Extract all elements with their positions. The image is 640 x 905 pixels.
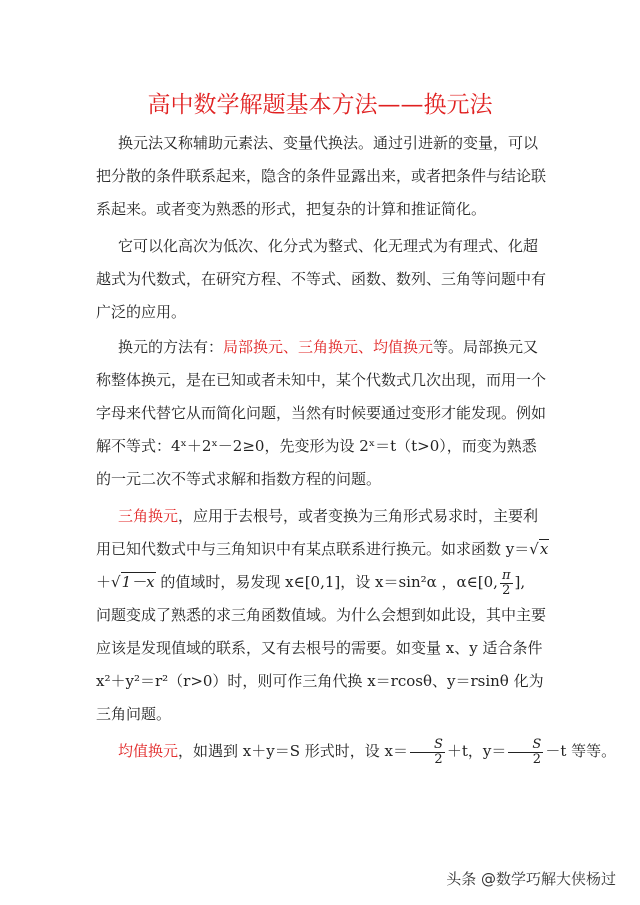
text-fragment: ，应用于去根号，或者变换为三角形式易求时，主要利 <box>178 507 539 525</box>
text-fragment: 的值域时，易发现 x∈[0,1]，设 x＝sin²α ，α∈[0, <box>155 573 498 591</box>
text-line: 广泛的应用。 <box>96 303 187 321</box>
sqrt-expression: √1－x <box>111 573 155 591</box>
highlight-methods: 局部换元、三角换元、均值换元 <box>223 338 434 356</box>
numerator: S <box>508 738 543 753</box>
paragraph-trig-substitution <box>96 500 552 731</box>
text-fragment: ，如遇到 x＋y＝S 形式时，设 x＝ <box>178 742 408 760</box>
sqrt-expression: √x <box>529 540 549 558</box>
text-line <box>96 566 552 599</box>
text-fragment: －t 等等。 <box>545 742 617 760</box>
text-fragment: 换元的方法有： <box>118 338 224 356</box>
paragraph-intro <box>96 127 552 226</box>
denominator: 2 <box>434 751 443 767</box>
text-line: 三角问题。 <box>96 705 172 723</box>
text-line: 越式为代数式，在研究方程、不等式、函数、数列、三角等问题中有 <box>96 270 547 288</box>
paragraph-mean-substitution <box>96 735 617 768</box>
text-line <box>96 331 552 364</box>
paragraph-methods <box>96 331 552 496</box>
fraction <box>410 738 445 767</box>
paragraph-applications <box>96 230 552 329</box>
text-line <box>96 500 552 533</box>
text-line: 它可以化高次为低次、化分式为整式、化无理式为有理式、化超 <box>118 237 539 255</box>
text-fragment: 等。局部换元又 <box>433 338 539 356</box>
text-fragment: ＋t，y＝ <box>446 742 507 760</box>
text-line: 的一元二次不等式求解和指数方程的问题。 <box>96 470 382 488</box>
radicand: 1－x <box>121 573 155 591</box>
text-line: x²＋y²＝r²（r>0）时，则可作三角代换 x＝rcosθ、y＝rsinθ 化为 <box>96 672 544 690</box>
page-title: 高中数学解题基本方法——换元法 <box>147 92 493 118</box>
author-watermark: 头条 @数学巧解大侠杨过 <box>446 870 616 888</box>
text-line: 系起来。或者变为熟悉的形式，把复杂的计算和推证简化。 <box>96 200 487 218</box>
text-line <box>96 533 552 566</box>
text-line: 解不等式：4ˣ＋2ˣ－2≥0，先变形为设 2ˣ＝t（t>0），而变为熟悉 <box>96 437 537 455</box>
text-fragment: ＋ <box>96 573 112 591</box>
text-line: 字母来代替它从而简化问题，当然有时候要通过变形才能发现。例如 <box>96 404 547 422</box>
text-line: 把分散的条件联系起来，隐含的条件显露出来，或者把条件与结论联 <box>96 167 547 185</box>
text-fragment: 用已知代数式中与三角知识中有某点联系进行换元。如求函数 y＝ <box>96 540 530 558</box>
denominator: 2 <box>502 582 511 598</box>
fraction <box>500 569 513 598</box>
numerator: π <box>501 567 511 583</box>
numerator: S <box>410 738 445 753</box>
highlight-trig: 三角换元 <box>118 507 179 525</box>
radicand: x <box>539 540 549 558</box>
text-fragment: ], <box>514 573 526 591</box>
fraction <box>508 738 543 767</box>
denominator: 2 <box>532 751 542 767</box>
text-line: 换元法又称辅助元素法、变量代换法。通过引进新的变量，可以 <box>118 134 539 152</box>
text-line: 应该是发现值域的联系，又有去根号的需要。如变量 x、y 适合条件 <box>96 639 543 657</box>
highlight-mean: 均值换元 <box>118 742 179 760</box>
text-line <box>96 735 617 768</box>
text-line: 称整体换元，是在已知或者未知中，某个代数式几次出现，而用一个 <box>96 371 547 389</box>
text-line: 问题变成了熟悉的求三角函数值域。为什么会想到如此设，其中主要 <box>96 606 547 624</box>
